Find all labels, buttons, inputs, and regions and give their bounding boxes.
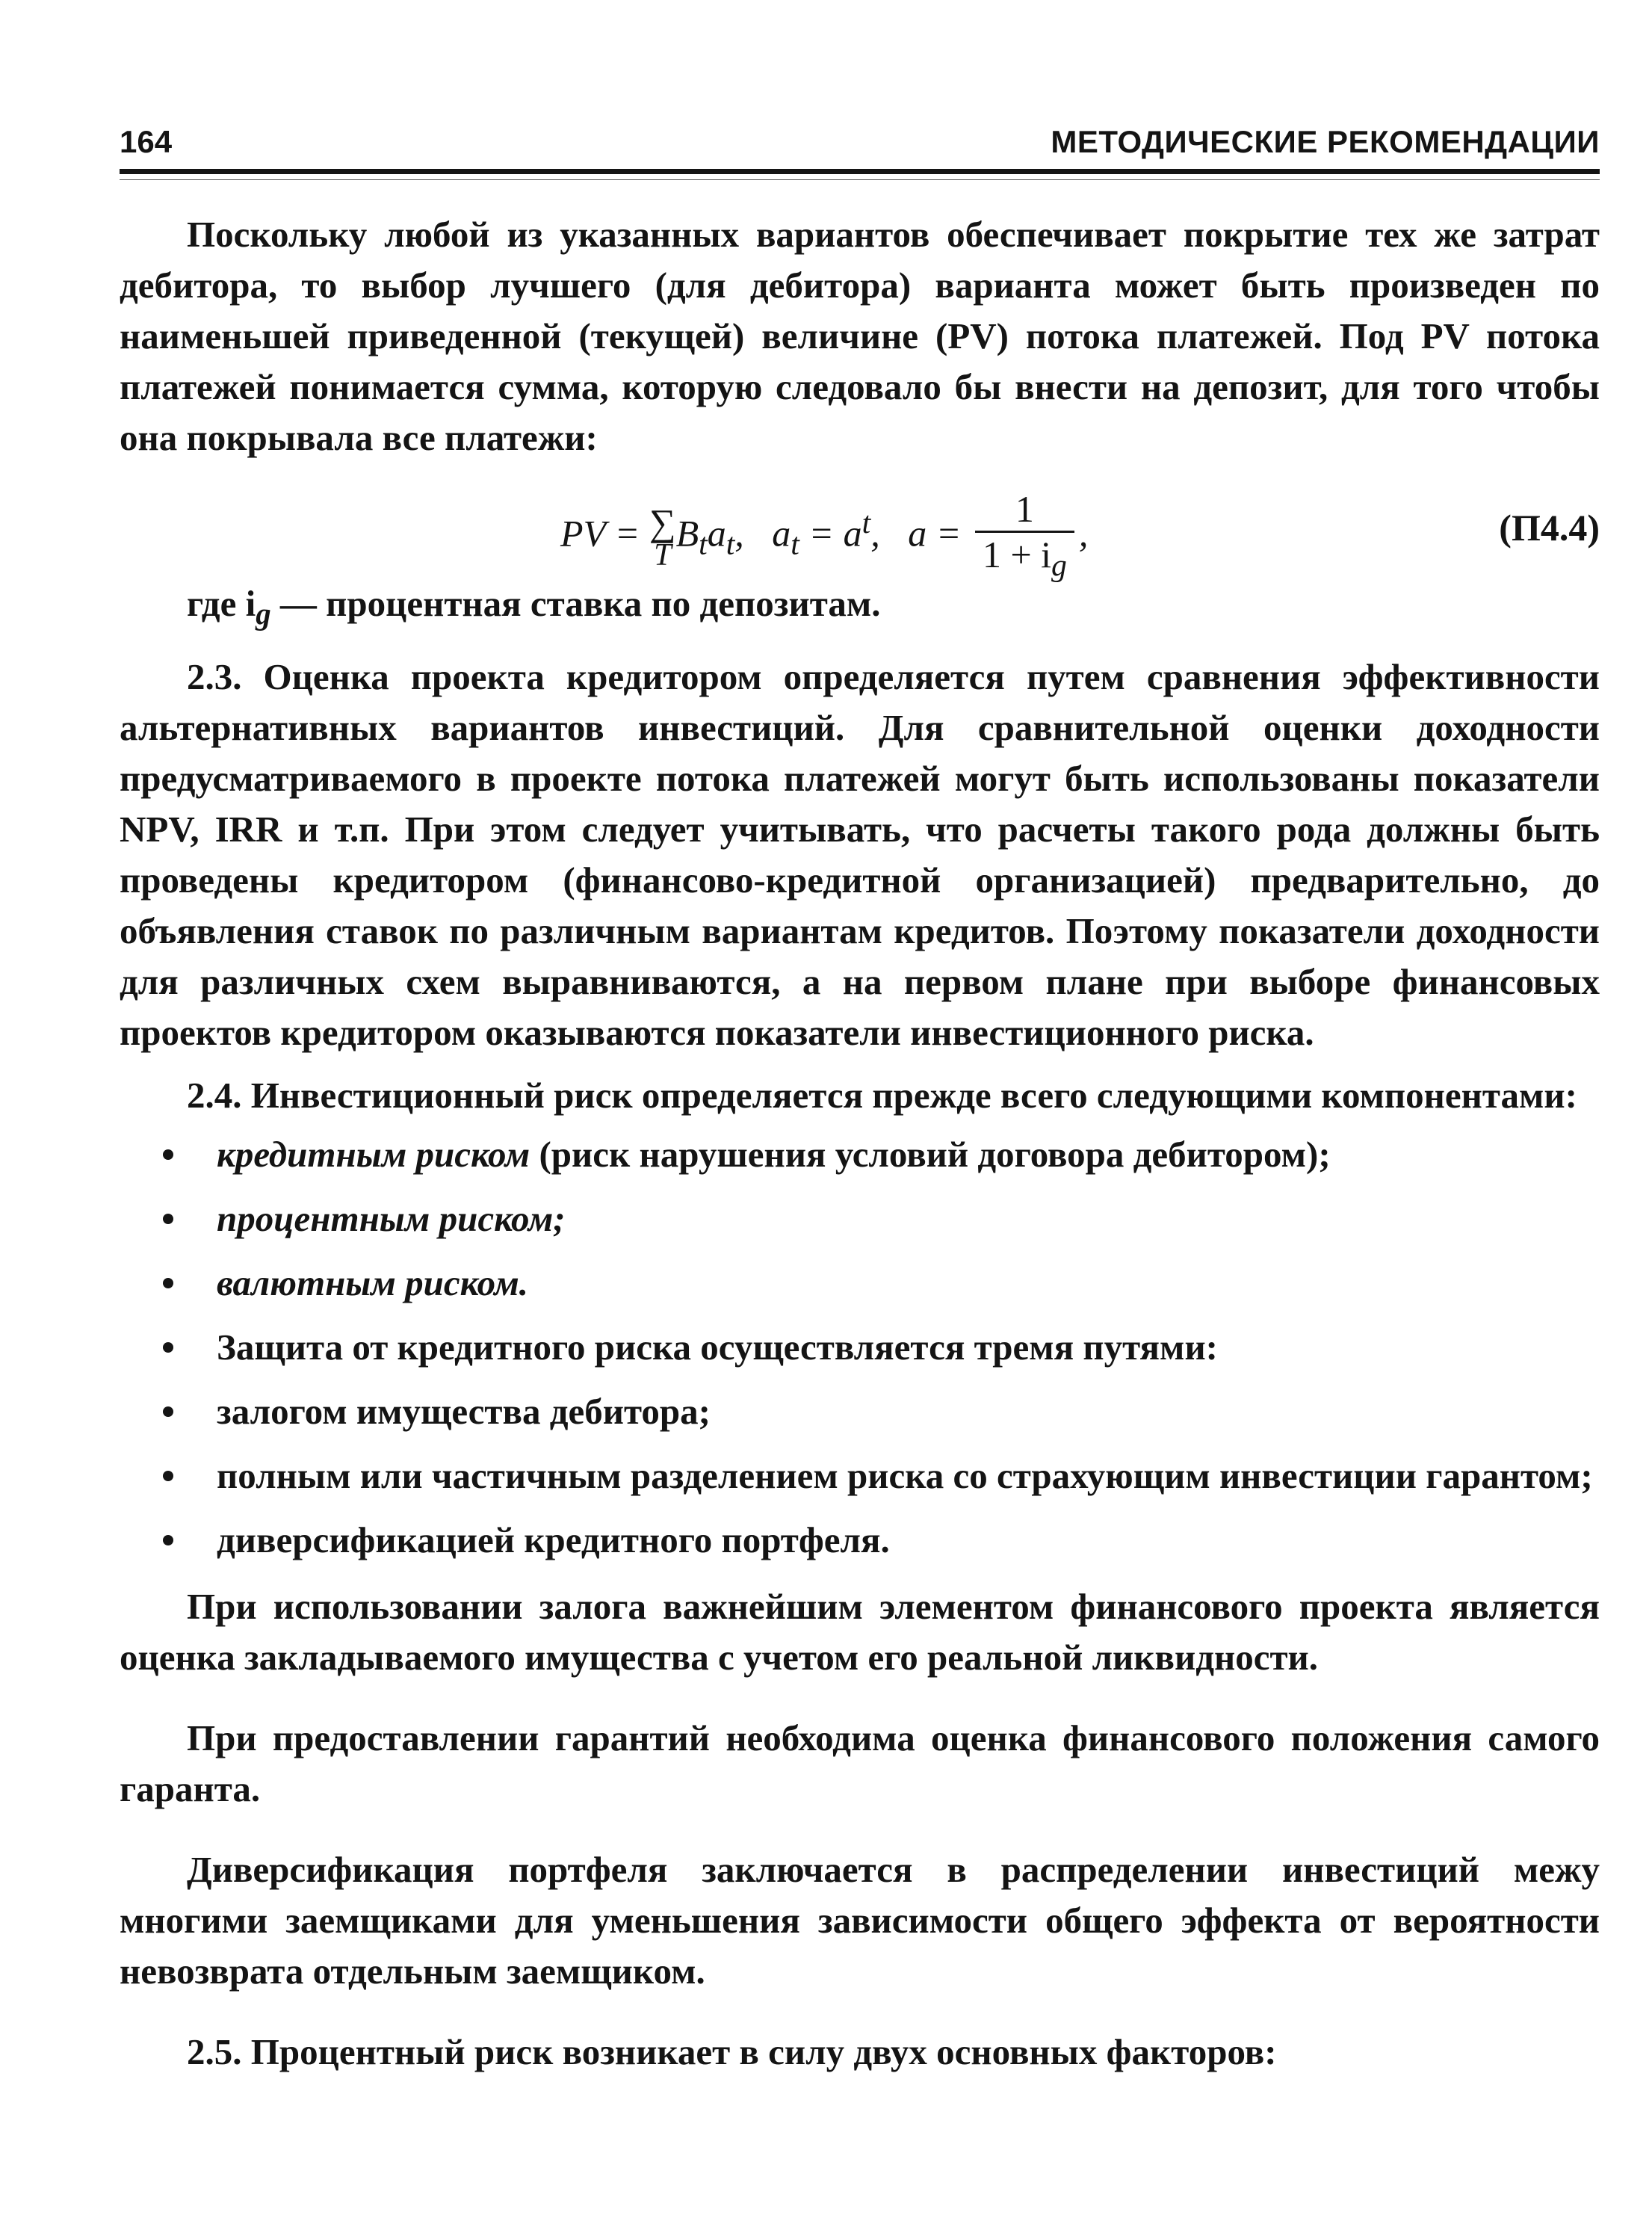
bullet-dot — [163, 1342, 173, 1353]
bullet-dot — [163, 1149, 173, 1160]
list-item-text: полным или частичным разделением риска со страхующим инвестиции гарантом; — [217, 1454, 1593, 1496]
formula-tail: , — [1078, 512, 1089, 555]
list-item — [120, 1389, 1600, 1435]
list-item — [120, 1517, 1600, 1563]
formula-at-rhs: = a — [799, 512, 862, 555]
header-rule-thin — [120, 179, 1600, 180]
bullet-dot — [163, 1406, 173, 1417]
paragraph-guarantees: При предоставлении гарантий необходима оценка финансового положения самого гаранта. — [120, 1717, 1600, 1809]
formula-fraction — [975, 487, 1074, 587]
paragraph-2-5: 2.5. Процентный риск возникает в силу двух основных факторов: — [187, 2030, 1277, 2072]
list-item-text: Защита от кредитного риска осуществляется тремя путями: — [217, 1326, 1218, 1368]
formula-sigma — [649, 501, 676, 572]
bullet-list — [120, 1131, 1600, 1563]
formula-expression — [560, 487, 1088, 587]
where-prefix: где i — [187, 583, 256, 624]
equation-number: (П4.4) — [1499, 507, 1600, 549]
formula-separator-1: , — [734, 512, 773, 555]
paragraph-2-4: 2.4. Инвестиционный риск определяется прежде всего следующими компонентами: — [187, 1074, 1577, 1116]
formula-at-rhs-sup: t — [861, 505, 871, 540]
list-item-text: диверсификацией кредитного портфеля. — [217, 1519, 890, 1560]
header-rule — [120, 169, 1600, 174]
paragraph-collateral: При использовании залога важнейшим элементом финансового проекта является оценка закладываемого имущества с учетом его реальной ликвидности. — [120, 1585, 1600, 1678]
bullet-dot — [163, 1535, 173, 1545]
paragraph-2-3: 2.3. Оценка проекта кредитором определяется путем сравнения эффективности альтернативных вариантов инвестиций. Для сравнительной оценки доходности предусматриваемого в проекте потока платежей могут быть использованы показатели NPV, IRR и т.п. При этом следует учитывать, что расчеты такого рода должны быть проведены кредитором (финансово-кредитной организацией) предварительно, до объявления ставок по различным вариантам кредитов. Поэтому показатели доходности для различных схем выравниваются, а на первом плане при выборе финансовых проектов кредитором оказываются показатели инвестиционного риска. — [120, 655, 1600, 1053]
where-rest: — процентная ставка по депозитам. — [270, 583, 881, 624]
body-text — [120, 209, 1600, 2078]
formula-a-def: a = — [908, 512, 971, 555]
formula-lhs: PV = — [560, 512, 649, 555]
formula-at-lhs-sub: t — [791, 527, 799, 562]
sigma-symbol: ∑ — [649, 501, 676, 543]
list-item-text: (риск нарушения условий договора дебитором); — [530, 1133, 1331, 1175]
list-item-text: залогом имущества дебитора; — [217, 1390, 711, 1432]
list-item-emphasis: кредитным риском — [217, 1133, 530, 1175]
where-subscript: g — [256, 596, 271, 631]
fraction-denominator-sub: g — [1051, 549, 1067, 583]
running-title: МЕТОДИЧЕСКИЕ РЕКОМЕНДАЦИИ — [1051, 124, 1600, 159]
fraction-denominator — [975, 531, 1074, 587]
paragraph-where — [120, 578, 1600, 640]
page-number: 164 — [120, 124, 173, 159]
formula-term-b-sub: t — [699, 527, 708, 562]
sigma-subscript: T — [654, 538, 672, 572]
formula-separator-2: , — [870, 512, 909, 555]
formula-term-a: a — [707, 512, 726, 555]
formula-p4-4 — [120, 466, 1600, 583]
formula-term-a-sub: t — [726, 527, 735, 562]
list-item — [120, 1131, 1600, 1178]
list-item — [120, 1196, 1600, 1242]
list-item-emphasis: процентным риском; — [217, 1197, 566, 1239]
formula-at-lhs: a — [772, 512, 791, 555]
page-header — [120, 120, 1600, 172]
list-item — [120, 1453, 1600, 1499]
paragraph-pv-intro: Поскольку любой из указанных вариантов обеспечивает покрытие тех же затрат дебитора, то выбор лучшего (для дебитора) варианта может быть произведен по наименьшей приведенной (текущей) величине (PV) потока платежей. Под PV потока платежей понимается сумма, которую следовало бы внести на депозит, для того чтобы она покрывала все платежи: — [120, 214, 1600, 458]
fraction-numerator: 1 — [1015, 488, 1034, 530]
paragraph-diversification: Диверсификация портфеля заключается в распределении инвестиций межу многими заемщиками для уменьшения зависимости общего эффекта от вероятности невозврата отдельным заемщиком. — [120, 1848, 1600, 1992]
list-item — [120, 1260, 1600, 1306]
list-item-emphasis: валютным риском. — [217, 1261, 529, 1303]
bullet-dot — [163, 1214, 173, 1224]
fraction-denominator-text: 1 + i — [982, 534, 1052, 575]
list-item — [120, 1324, 1600, 1371]
bullet-dot — [163, 1471, 173, 1481]
bullet-dot — [163, 1278, 173, 1288]
formula-term-b: B — [675, 512, 699, 555]
